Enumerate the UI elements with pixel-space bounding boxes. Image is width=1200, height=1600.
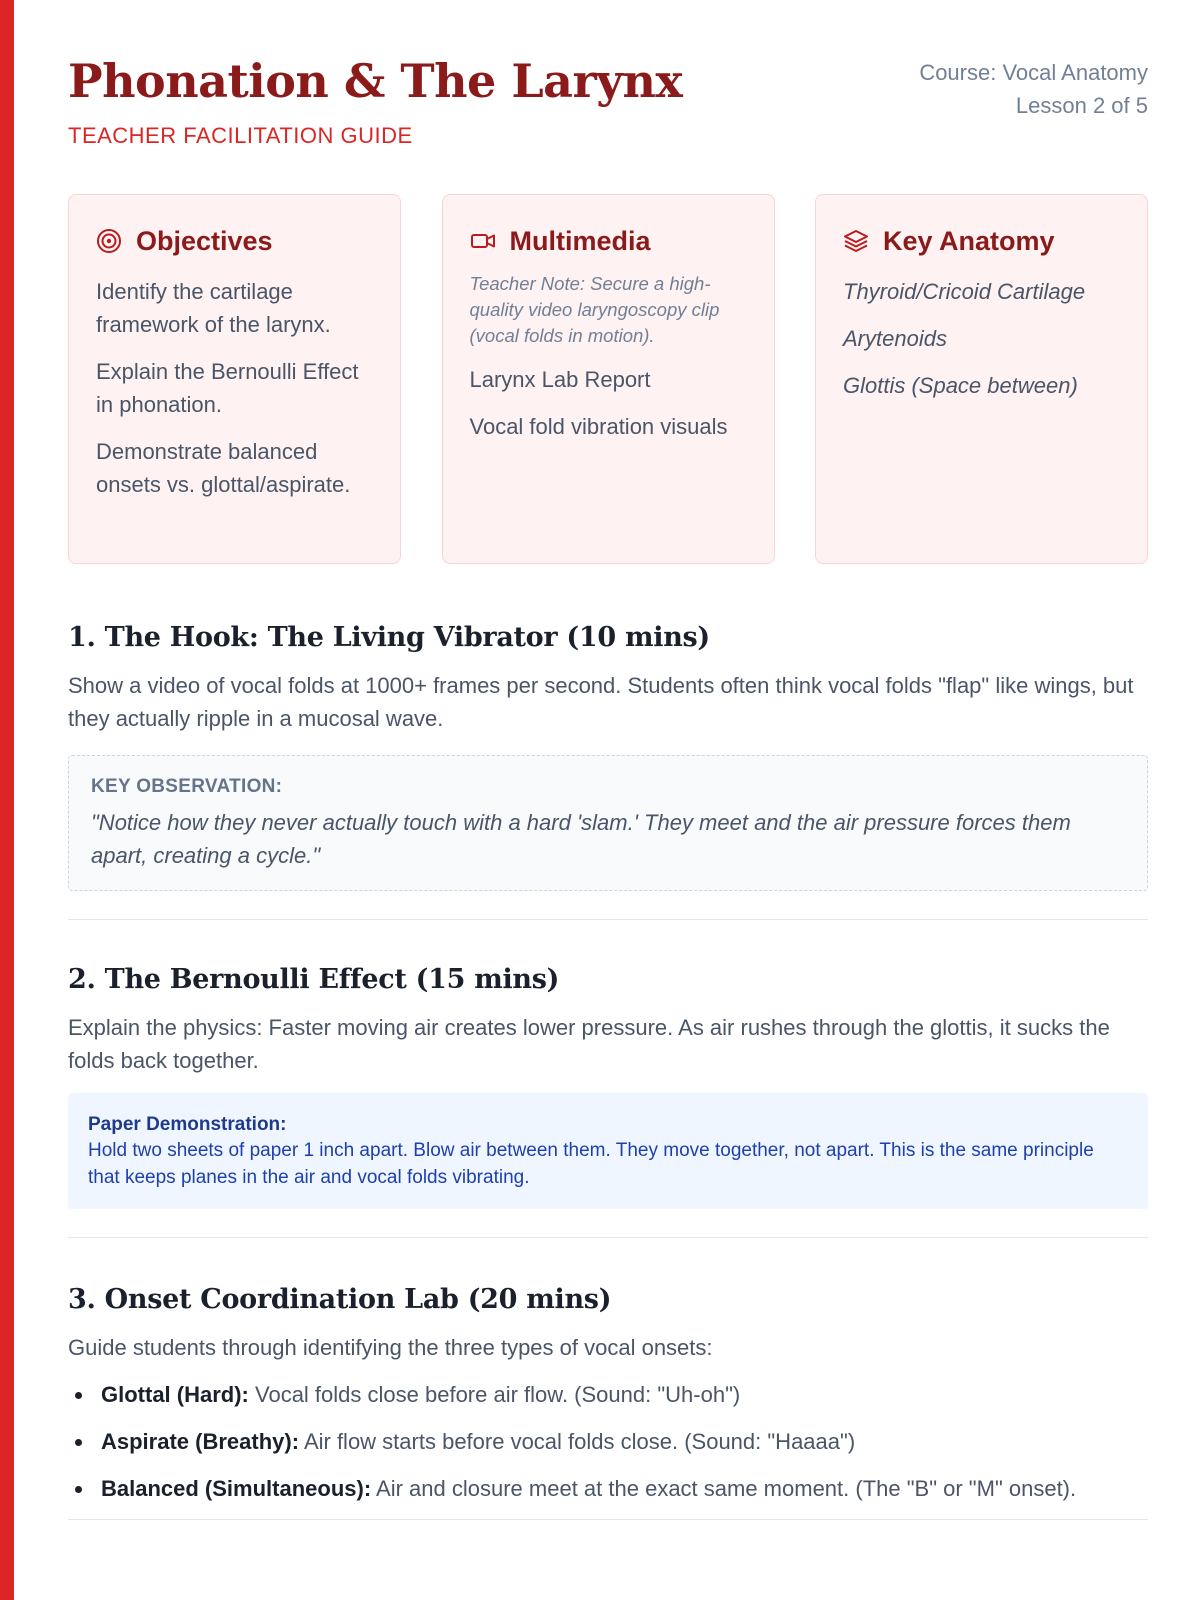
objective-item: Explain the Bernoulli Effect in phonation. <box>96 359 359 417</box>
onset-desc: Vocal folds close before air flow. (Sound: "Uh-oh") <box>248 1382 741 1407</box>
section-bernoulli <box>68 964 1148 1209</box>
course-name: Course: Vocal Anatomy <box>919 60 1148 85</box>
section-title: 2. The Bernoulli Effect (15 mins) <box>68 964 560 995</box>
section-title: 3. Onset Coordination Lab (20 mins) <box>68 1284 612 1315</box>
multimedia-card <box>442 194 775 564</box>
section-text: Show a video of vocal folds at 1000+ frames per second. Students often think vocal folds "flap" like wings, but they actually ripple in a mucosal wave. <box>68 673 1134 731</box>
objective-item: Identify the cartilage framework of the larynx. <box>96 279 331 337</box>
paper-demonstration-box <box>68 1093 1148 1209</box>
key-anatomy-card <box>815 194 1148 564</box>
bullet <box>75 1439 82 1446</box>
objective-item: Demonstrate balanced onsets vs. glottal/aspirate. <box>96 439 351 497</box>
page-subtitle: TEACHER FACILITATION GUIDE <box>68 123 413 148</box>
target-icon <box>96 228 122 254</box>
demo-text: Hold two sheets of paper 1 inch apart. Blow air between them. They move together, not apart. This is the same principle that keeps planes in the air and vocal folds vibrating. <box>88 1140 1094 1188</box>
section-onset-lab <box>68 1284 1148 1505</box>
list-item <box>68 1378 1148 1411</box>
demo-label: Paper Demonstration: <box>88 1114 287 1135</box>
section-hook <box>68 622 1148 891</box>
section-divider <box>68 919 1148 920</box>
lesson-page <box>68 0 1148 1520</box>
layers-icon <box>843 228 869 254</box>
course-meta <box>919 56 1148 122</box>
bullet <box>75 1486 82 1493</box>
anatomy-item: Arytenoids <box>843 326 947 351</box>
onset-term: Glottal (Hard): <box>101 1382 249 1407</box>
objectives-card <box>68 194 401 564</box>
video-icon <box>470 228 496 254</box>
section-divider <box>68 1237 1148 1238</box>
objectives-title: Objectives <box>136 225 273 256</box>
observation-label: KEY OBSERVATION: <box>91 776 283 797</box>
bullet <box>75 1392 82 1399</box>
lesson-number: Lesson 2 of 5 <box>1015 93 1148 118</box>
accent-bar <box>0 0 14 1600</box>
section-divider <box>68 1519 1148 1520</box>
key-anatomy-header <box>843 225 1121 257</box>
multimedia-title: Multimedia <box>509 225 651 256</box>
onset-desc: Air flow starts before vocal folds close. (Sound: "Haaaa") <box>299 1429 856 1454</box>
onset-term: Balanced (Simultaneous): <box>101 1476 372 1501</box>
key-anatomy-title: Key Anatomy <box>883 225 1055 256</box>
list-item <box>68 1425 1148 1458</box>
summary-cards <box>68 194 1148 564</box>
objectives-header <box>96 225 374 257</box>
teacher-note: Teacher Note: Secure a high-quality video laryngoscopy clip (vocal folds in motion). <box>469 273 720 346</box>
multimedia-item: Vocal fold vibration visuals <box>469 414 728 439</box>
anatomy-item: Glottis (Space between) <box>843 373 1078 398</box>
onset-term: Aspirate (Breathy): <box>101 1429 300 1454</box>
page-title: Phonation & The Larynx <box>68 54 683 108</box>
onset-list <box>68 1378 1148 1505</box>
multimedia-header <box>470 225 748 257</box>
list-item <box>68 1472 1148 1505</box>
onset-desc: Air and closure meet at the exact same moment. (The "B" or "M" onset). <box>371 1476 1077 1501</box>
section-text: Explain the physics: Faster moving air creates lower pressure. As air rushes through the glottis, it sucks the folds back together. <box>68 1015 1110 1073</box>
key-observation-box <box>68 755 1148 891</box>
observation-quote: "Notice how they never actually touch with a hard 'slam.' They meet and the air pressure forces them apart, creating a cycle." <box>91 810 1071 868</box>
section-title: 1. The Hook: The Living Vibrator (10 mins) <box>68 622 710 653</box>
multimedia-item: Larynx Lab Report <box>469 367 651 392</box>
page-header <box>68 0 1148 190</box>
section-text: Guide students through identifying the three types of vocal onsets: <box>68 1335 713 1360</box>
anatomy-item: Thyroid/Cricoid Cartilage <box>843 279 1086 304</box>
